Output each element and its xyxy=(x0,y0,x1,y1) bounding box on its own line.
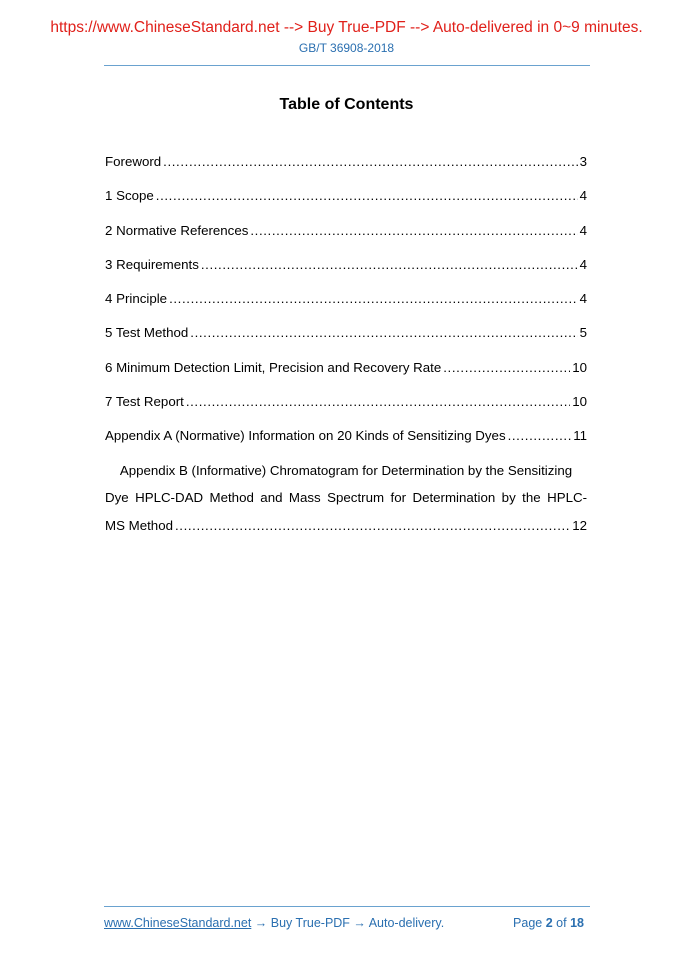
dot-leader xyxy=(190,324,577,342)
footer-site-url[interactable]: www.ChineseStandard.net xyxy=(104,916,252,930)
toc-entry-page: 4 xyxy=(579,291,587,307)
dot-leader xyxy=(175,512,570,540)
toc-entry-appendix-b[interactable] xyxy=(105,457,587,540)
dot-leader xyxy=(163,153,577,171)
page-current: 2 xyxy=(545,916,553,930)
toc-entry-normative-references[interactable] xyxy=(105,222,587,256)
toc-entry-detection-limit[interactable] xyxy=(105,359,587,393)
toc-entry-page: 4 xyxy=(579,256,587,272)
dot-leader xyxy=(186,393,570,411)
toc-entry-label-line: Appendix B (Informative) Chromatogram for Determination by the Sensitizing xyxy=(119,462,573,478)
page-indicator xyxy=(513,916,584,930)
toc-entry-label: 5 Test Method xyxy=(105,325,189,341)
dot-leader xyxy=(443,359,570,377)
page-word: Page xyxy=(513,916,543,930)
toc-entry-label: 3 Requirements xyxy=(105,256,199,272)
toc-entry-label: 6 Minimum Detection Limit, Precision and Recovery Rate xyxy=(105,359,442,375)
toc-entry-label: 2 Normative References xyxy=(105,222,249,238)
toc-entry-label: Appendix A (Normative) Information on 20 Kinds of Sensitizing Dyes xyxy=(105,428,506,444)
toc-entry-label: Foreword xyxy=(105,154,162,169)
toc-entry-label: 4 Principle xyxy=(105,291,168,307)
footer-site-suffix: → Buy True-PDF → Auto-delivery. xyxy=(251,916,445,930)
toc-entry-page: 12 xyxy=(572,517,587,533)
toc-entry-page: 4 xyxy=(579,188,587,204)
toc-entry-last-line xyxy=(105,512,587,540)
toc-entry-label: 1 Scope xyxy=(105,188,154,204)
toc-entry-page: 11 xyxy=(573,428,587,444)
toc-entry-page: 3 xyxy=(579,154,587,169)
dot-leader xyxy=(156,187,578,205)
dot-leader xyxy=(201,256,578,274)
toc-entry-label-line: MS Method xyxy=(105,517,173,533)
toc-entry-scope[interactable] xyxy=(105,187,587,221)
standard-number: GB/T 36908-2018 xyxy=(298,41,395,55)
toc-title: Table of Contents xyxy=(279,96,414,113)
toc-entry-test-method[interactable] xyxy=(105,324,587,358)
toc-entry-page: 10 xyxy=(572,394,587,410)
footer-site-link[interactable] xyxy=(104,916,444,930)
toc-entry-page: 5 xyxy=(579,325,587,341)
toc-entry-requirements[interactable] xyxy=(105,256,587,290)
toc-entry-label-line: Dye HPLC-DAD Method and Mass Spectrum for Determination by the HPLC- xyxy=(105,490,587,506)
toc-list xyxy=(105,153,587,539)
toc-entry-label: 7 Test Report xyxy=(105,394,184,410)
dot-leader xyxy=(508,427,572,445)
header-banner[interactable]: https://www.ChineseStandard.net --> Buy True-PDF --> Auto-delivered in 0~9 minutes. xyxy=(50,19,643,36)
header-divider xyxy=(104,65,590,66)
page-of: of xyxy=(556,916,567,930)
toc-entry-page: 10 xyxy=(572,359,587,375)
dot-leader xyxy=(169,290,578,308)
toc-entry-test-report[interactable] xyxy=(105,393,587,427)
toc-entry-principle[interactable] xyxy=(105,290,587,324)
dot-leader xyxy=(250,222,577,240)
toc-entry-page: 4 xyxy=(579,222,587,238)
footer-divider xyxy=(104,906,590,907)
page-total: 18 xyxy=(570,916,584,930)
toc-entry-foreword[interactable] xyxy=(105,153,587,187)
